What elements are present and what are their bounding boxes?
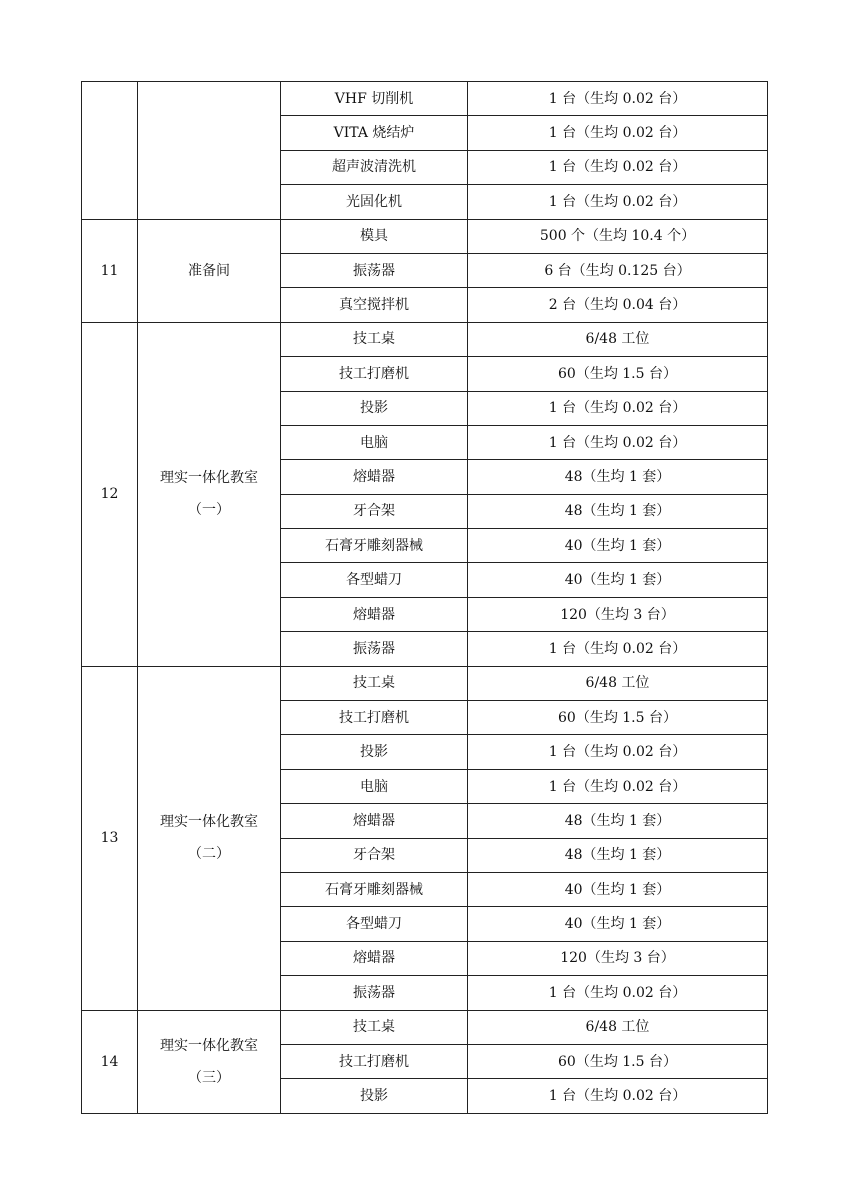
equipment-name-cell: 光固化机 — [281, 185, 468, 219]
equipment-quantity-cell: 500 个（生均 10.4 个） — [468, 219, 768, 253]
room-name-line: （一） — [188, 502, 230, 519]
table-row — [82, 1010, 768, 1044]
equipment-name-cell: 技工打磨机 — [281, 357, 468, 391]
serial-number-cell: 12 — [82, 322, 138, 666]
equipment-quantity-cell: 48（生均 1 套） — [468, 838, 768, 872]
equipment-name-cell: 技工打磨机 — [281, 701, 468, 735]
equipment-quantity-cell: 40（生均 1 套） — [468, 529, 768, 563]
equipment-quantity-cell: 48（生均 1 套） — [468, 494, 768, 528]
equipment-quantity-cell: 1 台（生均 0.02 台） — [468, 735, 768, 769]
equipment-name-cell: 石膏牙雕刻器械 — [281, 529, 468, 563]
equipment-quantity-cell: 6/48 工位 — [468, 322, 768, 356]
equipment-name-cell: 石膏牙雕刻器械 — [281, 872, 468, 906]
equipment-quantity-cell: 1 台（生均 0.02 台） — [468, 391, 768, 425]
equipment-name-cell: 熔蜡器 — [281, 597, 468, 631]
equipment-name-cell: 投影 — [281, 391, 468, 425]
room-name-line: 理实一体化教室 — [160, 814, 258, 831]
table-row — [82, 666, 768, 700]
equipment-quantity-cell: 120（生均 3 台） — [468, 941, 768, 975]
serial-number-cell: 11 — [82, 219, 138, 322]
equipment-quantity-cell: 40（生均 1 套） — [468, 563, 768, 597]
equipment-name-cell: 投影 — [281, 1079, 468, 1113]
equipment-quantity-cell: 60（生均 1.5 台） — [468, 701, 768, 735]
equipment-quantity-cell: 40（生均 1 套） — [468, 872, 768, 906]
room-name-line: （二） — [188, 846, 230, 863]
equipment-quantity-cell: 2 台（生均 0.04 台） — [468, 288, 768, 322]
table-row — [82, 322, 768, 356]
room-name-cell — [138, 666, 281, 1010]
equipment-name-cell: 各型蜡刀 — [281, 563, 468, 597]
equipment-name-cell: VHF 切削机 — [281, 82, 468, 116]
room-name-line: 理实一体化教室 — [160, 1037, 258, 1054]
equipment-quantity-cell: 1 台（生均 0.02 台） — [468, 769, 768, 803]
equipment-quantity-cell: 6/48 工位 — [468, 666, 768, 700]
room-name-cell — [138, 219, 281, 322]
serial-number-cell: 14 — [82, 1010, 138, 1113]
equipment-name-cell: 熔蜡器 — [281, 941, 468, 975]
equipment-quantity-cell: 40（生均 1 套） — [468, 907, 768, 941]
equipment-quantity-cell: 120（生均 3 台） — [468, 597, 768, 631]
equipment-name-cell: 各型蜡刀 — [281, 907, 468, 941]
equipment-name-cell: 振荡器 — [281, 253, 468, 287]
serial-number-cell — [82, 82, 138, 220]
equipment-name-cell: 技工桌 — [281, 1010, 468, 1044]
equipment-name-cell: 超声波清洗机 — [281, 150, 468, 184]
equipment-quantity-cell: 60（生均 1.5 台） — [468, 1044, 768, 1078]
room-name-line: （三） — [188, 1069, 230, 1086]
table-row — [82, 82, 768, 116]
equipment-quantity-cell: 48（生均 1 套） — [468, 804, 768, 838]
equipment-quantity-cell: 1 台（生均 0.02 台） — [468, 82, 768, 116]
equipment-name-cell: 熔蜡器 — [281, 804, 468, 838]
equipment-name-cell: 电脑 — [281, 425, 468, 459]
equipment-name-cell: 技工桌 — [281, 666, 468, 700]
equipment-name-cell: 技工桌 — [281, 322, 468, 356]
equipment-quantity-cell: 6/48 工位 — [468, 1010, 768, 1044]
equipment-name-cell: 真空搅拌机 — [281, 288, 468, 322]
equipment-name-cell: 电脑 — [281, 769, 468, 803]
room-name-cell — [138, 82, 281, 220]
equipment-table — [81, 81, 768, 1114]
equipment-quantity-cell: 48（生均 1 套） — [468, 460, 768, 494]
equipment-quantity-cell: 1 台（生均 0.02 台） — [468, 150, 768, 184]
equipment-name-cell: VITA 烧结炉 — [281, 116, 468, 150]
equipment-quantity-cell: 1 台（生均 0.02 台） — [468, 1079, 768, 1113]
equipment-name-cell: 振荡器 — [281, 976, 468, 1010]
equipment-quantity-cell: 1 台（生均 0.02 台） — [468, 116, 768, 150]
equipment-name-cell: 振荡器 — [281, 632, 468, 666]
equipment-quantity-cell: 1 台（生均 0.02 台） — [468, 976, 768, 1010]
room-name-cell — [138, 322, 281, 666]
equipment-name-cell: 牙合架 — [281, 494, 468, 528]
equipment-quantity-cell: 1 台（生均 0.02 台） — [468, 425, 768, 459]
equipment-quantity-cell: 6 台（生均 0.125 台） — [468, 253, 768, 287]
room-name-line: 准备间 — [188, 262, 230, 279]
room-name-cell — [138, 1010, 281, 1113]
room-name-line: 理实一体化教室 — [160, 470, 258, 487]
equipment-quantity-cell: 60（生均 1.5 台） — [468, 357, 768, 391]
equipment-name-cell: 模具 — [281, 219, 468, 253]
equipment-name-cell: 技工打磨机 — [281, 1044, 468, 1078]
table-row — [82, 219, 768, 253]
equipment-name-cell: 熔蜡器 — [281, 460, 468, 494]
equipment-table-body — [82, 82, 768, 1114]
equipment-quantity-cell: 1 台（生均 0.02 台） — [468, 632, 768, 666]
serial-number-cell: 13 — [82, 666, 138, 1010]
equipment-quantity-cell: 1 台（生均 0.02 台） — [468, 185, 768, 219]
equipment-name-cell: 牙合架 — [281, 838, 468, 872]
equipment-name-cell: 投影 — [281, 735, 468, 769]
